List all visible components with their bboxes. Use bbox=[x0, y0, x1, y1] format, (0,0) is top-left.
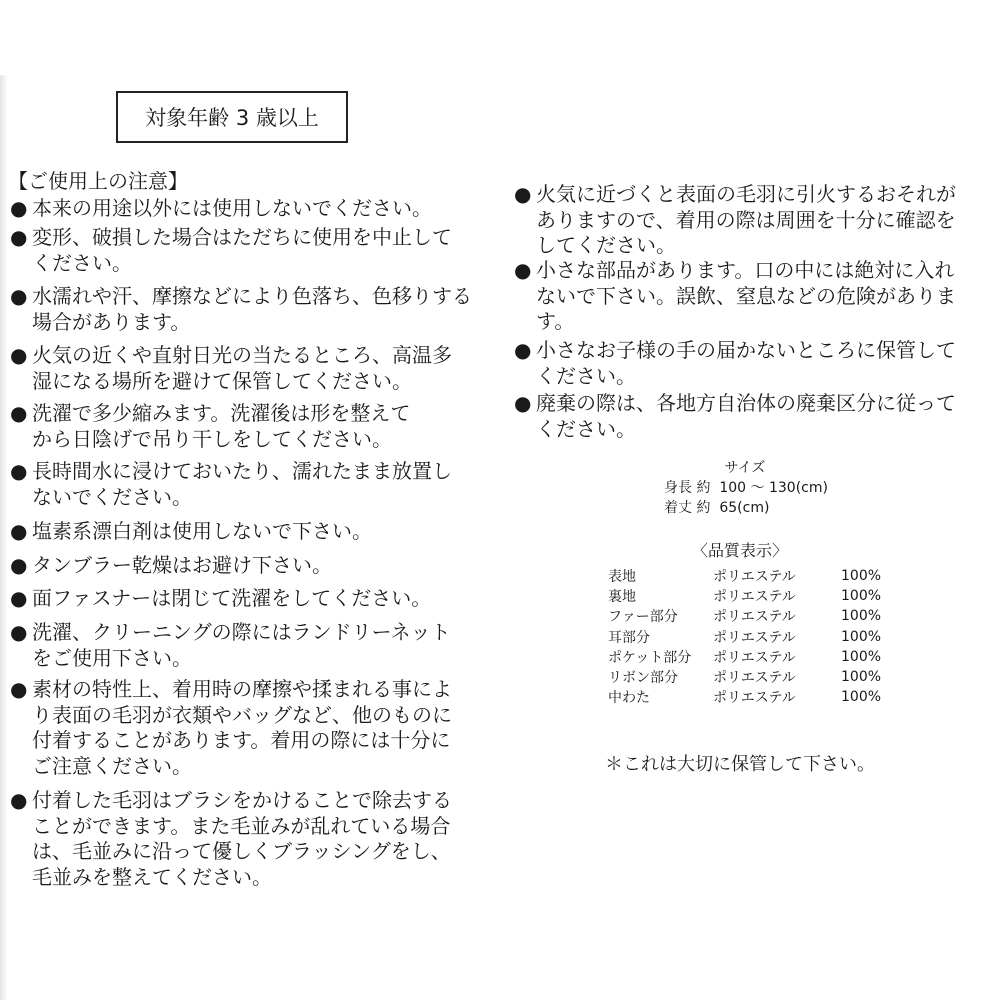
percentage: 100% bbox=[841, 669, 882, 686]
caution-line bbox=[10, 754, 452, 780]
caution-line bbox=[10, 553, 332, 579]
size-info bbox=[600, 458, 900, 518]
caution-item bbox=[514, 338, 956, 389]
caution-line bbox=[10, 728, 452, 754]
caution-text: 廃棄の際は、各地方自治体の廃棄区分に従って bbox=[536, 391, 956, 415]
keep-notice: ＊これは大切に保管して下さい。 bbox=[605, 754, 875, 775]
material: ポリエステル bbox=[713, 649, 796, 666]
part-name: リボン部分 bbox=[608, 670, 678, 687]
caution-item bbox=[10, 620, 451, 671]
caution-item bbox=[10, 459, 452, 510]
caution-item bbox=[10, 519, 372, 545]
caution-text: をご使用下さい。 bbox=[32, 645, 192, 670]
caution-line bbox=[514, 208, 956, 234]
caution-line bbox=[10, 677, 452, 703]
caution-line bbox=[514, 258, 956, 284]
caution-item bbox=[514, 391, 956, 442]
caution-text: 水濡れや汗、摩擦などにより色落ち、色移りする bbox=[32, 284, 472, 308]
caution-line bbox=[10, 485, 452, 511]
caution-text: ご注意ください。 bbox=[32, 753, 192, 778]
percentage: 100% bbox=[841, 568, 882, 585]
caution-text: 洗濯、クリーニングの際にはランドリーネット bbox=[32, 620, 451, 644]
bullet-icon: ● bbox=[10, 284, 28, 308]
caution-item bbox=[10, 677, 452, 779]
bullet-icon: ● bbox=[514, 338, 532, 362]
caution-text: 面ファスナーは閉じて洗濯をしてください。 bbox=[32, 586, 432, 610]
bullet-icon: ● bbox=[10, 677, 28, 701]
material: ポリエステル bbox=[713, 609, 796, 626]
part-name: 表地 bbox=[608, 569, 636, 586]
caution-line bbox=[10, 401, 410, 427]
quality-row bbox=[608, 566, 881, 586]
caution-line bbox=[10, 427, 410, 453]
material: ポリエステル bbox=[713, 629, 796, 646]
bullet-icon: ● bbox=[514, 258, 532, 282]
bullet-icon: ● bbox=[10, 343, 28, 367]
target-age-box bbox=[116, 91, 348, 143]
caution-item bbox=[10, 196, 432, 222]
bullet-icon: ● bbox=[514, 391, 532, 415]
part-name: 耳部分 bbox=[608, 629, 650, 646]
caution-text: 塩素系漂白剤は使用しないで下さい。 bbox=[32, 519, 372, 543]
caution-text: 火気に近づくと表面の毛羽に引火するおそれが bbox=[536, 182, 956, 206]
caution-line bbox=[514, 391, 956, 417]
caution-line bbox=[10, 703, 452, 729]
caution-line bbox=[10, 196, 432, 222]
bullet-icon: ● bbox=[10, 401, 28, 425]
material: ポリエステル bbox=[713, 569, 796, 586]
caution-text: ください。 bbox=[536, 416, 636, 441]
material: ポリエステル bbox=[713, 670, 796, 687]
caution-text: 火気の近くや直射日光の当たるところ、高温多 bbox=[32, 343, 452, 367]
quality-row bbox=[608, 586, 881, 606]
bullet-icon: ● bbox=[10, 225, 28, 249]
bullet-icon: ● bbox=[10, 586, 28, 610]
caution-text: 付着することがあります。着用の際には十分に bbox=[32, 728, 451, 752]
caution-text: ないでください。 bbox=[32, 484, 192, 509]
caution-text: ください。 bbox=[32, 250, 132, 275]
bullet-icon: ● bbox=[10, 196, 28, 220]
bullet-icon: ● bbox=[10, 459, 28, 483]
percentage: 100% bbox=[841, 628, 882, 645]
caution-line bbox=[10, 343, 452, 369]
caution-text: 変形、破損した場合はただちに使用を中止して bbox=[32, 225, 452, 249]
caution-line bbox=[10, 814, 452, 840]
caution-item bbox=[514, 258, 956, 335]
page-edge-shadow bbox=[0, 75, 7, 1000]
caution-text: から日陰げで吊り干しをしてください。 bbox=[32, 426, 392, 451]
caution-text: ないで下さい。誤飲、窒息などの危険がありま bbox=[536, 283, 956, 308]
quality-row bbox=[608, 606, 881, 626]
caution-line bbox=[10, 788, 452, 814]
caution-line bbox=[10, 225, 452, 251]
caution-line bbox=[514, 364, 956, 390]
quality-row bbox=[608, 667, 881, 687]
caution-item bbox=[10, 788, 452, 890]
caution-line bbox=[10, 865, 452, 891]
percentage: 100% bbox=[841, 588, 882, 605]
part-name: ファー部分 bbox=[608, 609, 678, 626]
percentage: 100% bbox=[841, 689, 882, 706]
caution-text: り表面の毛羽が衣類やバッグなど、他のものに bbox=[32, 702, 452, 727]
bullet-icon: ● bbox=[10, 620, 28, 644]
size-height: 身長 約 100 ～ 130(cm) bbox=[664, 480, 828, 496]
caution-item bbox=[514, 182, 956, 259]
caution-text: 毛並みを整えてください。 bbox=[32, 864, 272, 889]
caution-line bbox=[514, 182, 956, 208]
bullet-icon: ● bbox=[10, 519, 28, 543]
caution-line bbox=[10, 620, 451, 646]
caution-item bbox=[10, 401, 410, 452]
quality-label-title: 〈品質表示〉 bbox=[691, 541, 788, 560]
caution-line bbox=[514, 338, 956, 364]
caution-text: 場合があります。 bbox=[32, 309, 191, 334]
caution-line bbox=[514, 284, 956, 310]
bullet-icon: ● bbox=[10, 553, 28, 577]
percentage: 100% bbox=[841, 648, 882, 665]
caution-line bbox=[10, 646, 451, 672]
caution-item bbox=[10, 225, 452, 276]
part-name: ポケット部分 bbox=[608, 649, 692, 666]
caution-text: 長時間水に浸けておいたり、濡れたまま放置し bbox=[32, 459, 452, 483]
caution-item bbox=[10, 586, 431, 612]
caution-text: ことができます。また毛並みが乱れている場合 bbox=[32, 813, 451, 838]
material: ポリエステル bbox=[713, 589, 796, 606]
caution-line bbox=[10, 519, 372, 545]
material: ポリエステル bbox=[713, 690, 796, 707]
caution-text: 湿になる場所を避けて保管してください。 bbox=[32, 368, 412, 393]
bullet-icon: ● bbox=[514, 182, 532, 206]
caution-text: ありますので、着用の際は周囲を十分に確認を bbox=[536, 207, 956, 232]
caution-line bbox=[10, 310, 472, 336]
quality-table bbox=[608, 566, 881, 707]
caution-item bbox=[10, 343, 452, 394]
caution-line bbox=[10, 586, 431, 612]
caution-line bbox=[514, 417, 956, 443]
bullet-icon: ● bbox=[10, 788, 28, 812]
caution-text: タンブラー乾燥はお避け下さい。 bbox=[32, 553, 332, 577]
target-age-label: 対象年齢 3 歳以上 bbox=[145, 106, 319, 130]
quality-row bbox=[608, 627, 881, 647]
caution-text: 本来の用途以外には使用しないでください。 bbox=[32, 196, 432, 220]
part-name: 裏地 bbox=[608, 589, 636, 606]
caution-line bbox=[10, 839, 452, 865]
caution-line bbox=[514, 233, 956, 259]
part-name: 中わた bbox=[608, 690, 650, 707]
percentage: 100% bbox=[841, 608, 882, 625]
caution-text: 洗濯で多少縮みます。洗濯後は形を整えて bbox=[32, 401, 411, 425]
caution-text: は、毛並みに沿って優しくブラッシングをし、 bbox=[32, 839, 451, 863]
usage-cautions-heading: 【ご使用上の注意】 bbox=[8, 169, 188, 193]
caution-item bbox=[10, 284, 472, 335]
caution-text: してください。 bbox=[536, 233, 676, 257]
caution-line bbox=[10, 459, 452, 485]
size-title: サイズ bbox=[724, 460, 766, 476]
caution-line bbox=[10, 369, 452, 395]
caution-text: 付着した毛羽はブラシをかけることで除去する bbox=[32, 788, 452, 812]
quality-row bbox=[608, 687, 881, 707]
quality-row bbox=[608, 647, 881, 667]
caution-line bbox=[514, 309, 956, 335]
caution-text: ください。 bbox=[536, 363, 636, 388]
caution-text: 素材の特性上、着用時の摩擦や揉まれる事によ bbox=[32, 677, 452, 701]
caution-item bbox=[10, 553, 332, 579]
caution-text: 小さなお子様の手の届かないところに保管して bbox=[536, 338, 956, 362]
caution-text: す。 bbox=[536, 309, 575, 333]
caution-text: 小さな部品があります。口の中には絶対に入れ bbox=[536, 258, 955, 282]
caution-line bbox=[10, 284, 472, 310]
size-length: 着丈 約 65(cm) bbox=[664, 500, 770, 516]
caution-line bbox=[10, 251, 452, 277]
